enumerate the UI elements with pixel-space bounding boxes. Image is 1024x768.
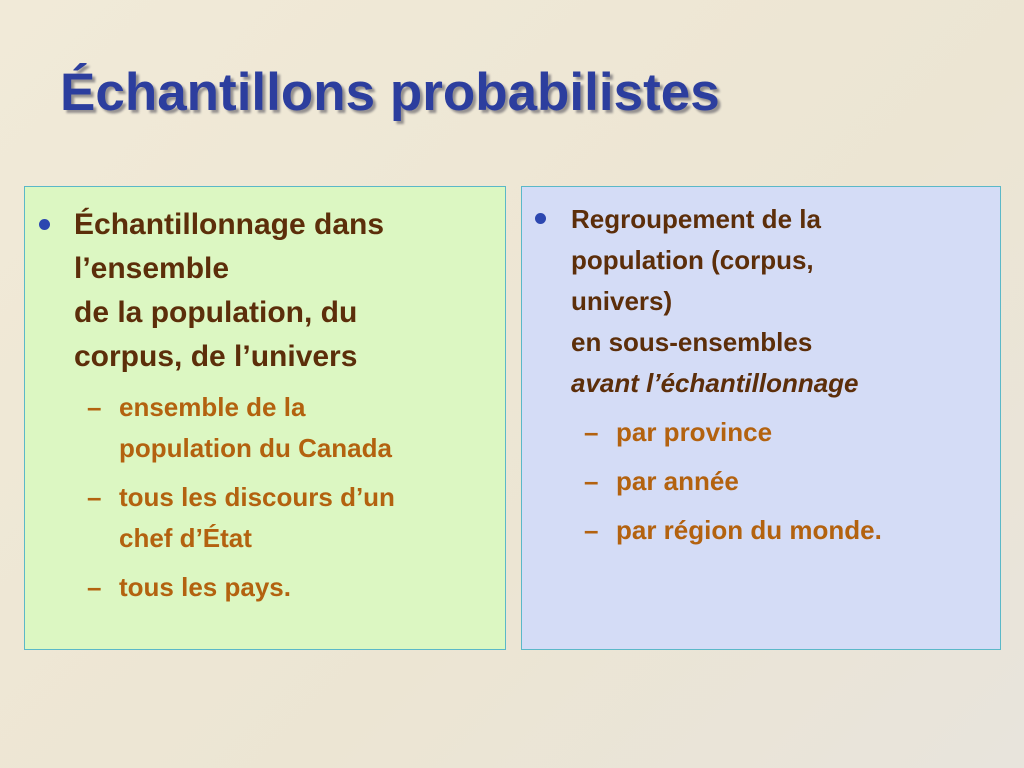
right-sub-line: par région du monde. xyxy=(616,515,882,545)
right-bullet-list xyxy=(522,187,1000,404)
right-sub-item xyxy=(522,461,1000,502)
slide-title: Échantillons probabilistes xyxy=(60,63,720,122)
left-bullet-line: corpus, de l’univers xyxy=(74,340,358,373)
left-bullet-line: l’ensemble xyxy=(74,252,230,285)
left-sub-line: population du Canada xyxy=(119,433,392,463)
left-sub-line: tous les discours d’un xyxy=(119,482,395,512)
left-sub-item xyxy=(25,567,505,608)
left-sub-line: ensemble de la xyxy=(119,392,306,422)
dash-icon: – xyxy=(584,417,599,447)
right-bullet-line: en sous-ensembles xyxy=(571,327,813,357)
left-bullet-list xyxy=(25,187,505,379)
right-sub-line: par province xyxy=(616,417,773,447)
left-sub-line: chef d’État xyxy=(119,523,252,553)
right-main-bullet xyxy=(522,187,1000,404)
left-sub-line: tous les pays. xyxy=(119,572,291,602)
dash-icon: – xyxy=(584,515,599,545)
right-sub-item xyxy=(522,412,1000,453)
dash-icon: – xyxy=(87,482,102,512)
left-sub-item xyxy=(25,477,505,559)
dash-icon: – xyxy=(87,392,102,422)
left-main-bullet xyxy=(25,187,505,379)
left-sub-item xyxy=(25,387,505,469)
dash-icon: – xyxy=(87,572,102,602)
right-sub-list xyxy=(522,412,1000,551)
left-bullet-line: Échantillonnage dans xyxy=(74,208,385,241)
bullet-dot-icon xyxy=(535,213,546,224)
right-content-box xyxy=(521,186,1001,650)
right-bullet-line: population (corpus, xyxy=(571,245,814,275)
left-content-box xyxy=(24,186,506,650)
left-sub-list xyxy=(25,387,505,608)
right-sub-item xyxy=(522,510,1000,551)
left-bullet-line: de la population, du xyxy=(74,296,358,329)
dash-icon: – xyxy=(584,466,599,496)
bullet-dot-icon xyxy=(39,219,50,230)
right-sub-line: par année xyxy=(616,466,739,496)
right-bullet-line: Regroupement de la xyxy=(571,204,821,234)
right-bullet-line: univers) xyxy=(571,286,673,316)
right-bullet-italic-line: avant l’échantillonnage xyxy=(571,368,859,398)
